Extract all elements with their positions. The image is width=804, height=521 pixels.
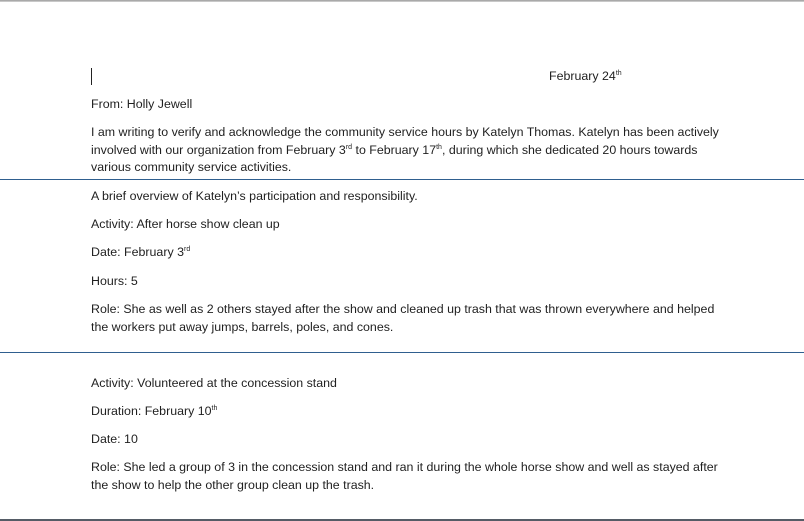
activity2-date[interactable]: Date: 10 [91, 432, 138, 446]
page-break-line [0, 179, 804, 180]
overview-line[interactable]: A brief overview of Katelyn’s participation and responsibility. [91, 189, 418, 203]
text-cursor [91, 68, 92, 85]
activity2-duration[interactable]: Duration: February 10th [91, 404, 218, 418]
activity1-date[interactable]: Date: February 3rd [91, 245, 191, 259]
letter-date[interactable]: February 24th [549, 69, 622, 83]
activity2-activity[interactable]: Activity: Volunteered at the concession stand [91, 376, 337, 390]
activity1-activity[interactable]: Activity: After horse show clean up [91, 217, 280, 231]
activity1-role[interactable]: Role: She as well as 2 others stayed after the show and cleaned up trash that was thrown everywhere and helped the workers put away jumps, barrels, poles, and cones. [91, 302, 715, 334]
from-line[interactable]: From: Holly Jewell [91, 97, 193, 111]
activity1-hours[interactable]: Hours: 5 [91, 274, 138, 288]
activity2-role[interactable]: Role: She led a group of 3 in the concession stand and ran it during the whole horse show and well as stayed after the show to help the other group clean up the trash. [91, 460, 718, 492]
window-top-edge [0, 0, 804, 2]
intro-paragraph[interactable]: I am writing to verify and acknowledge the community service hours by Katelyn Thomas. Katelyn has been actively involved with our organization from February 3rd to February 17th, during which she dedicated 20 hours towards various community service activities. [91, 125, 719, 174]
page-break-line [0, 352, 804, 353]
